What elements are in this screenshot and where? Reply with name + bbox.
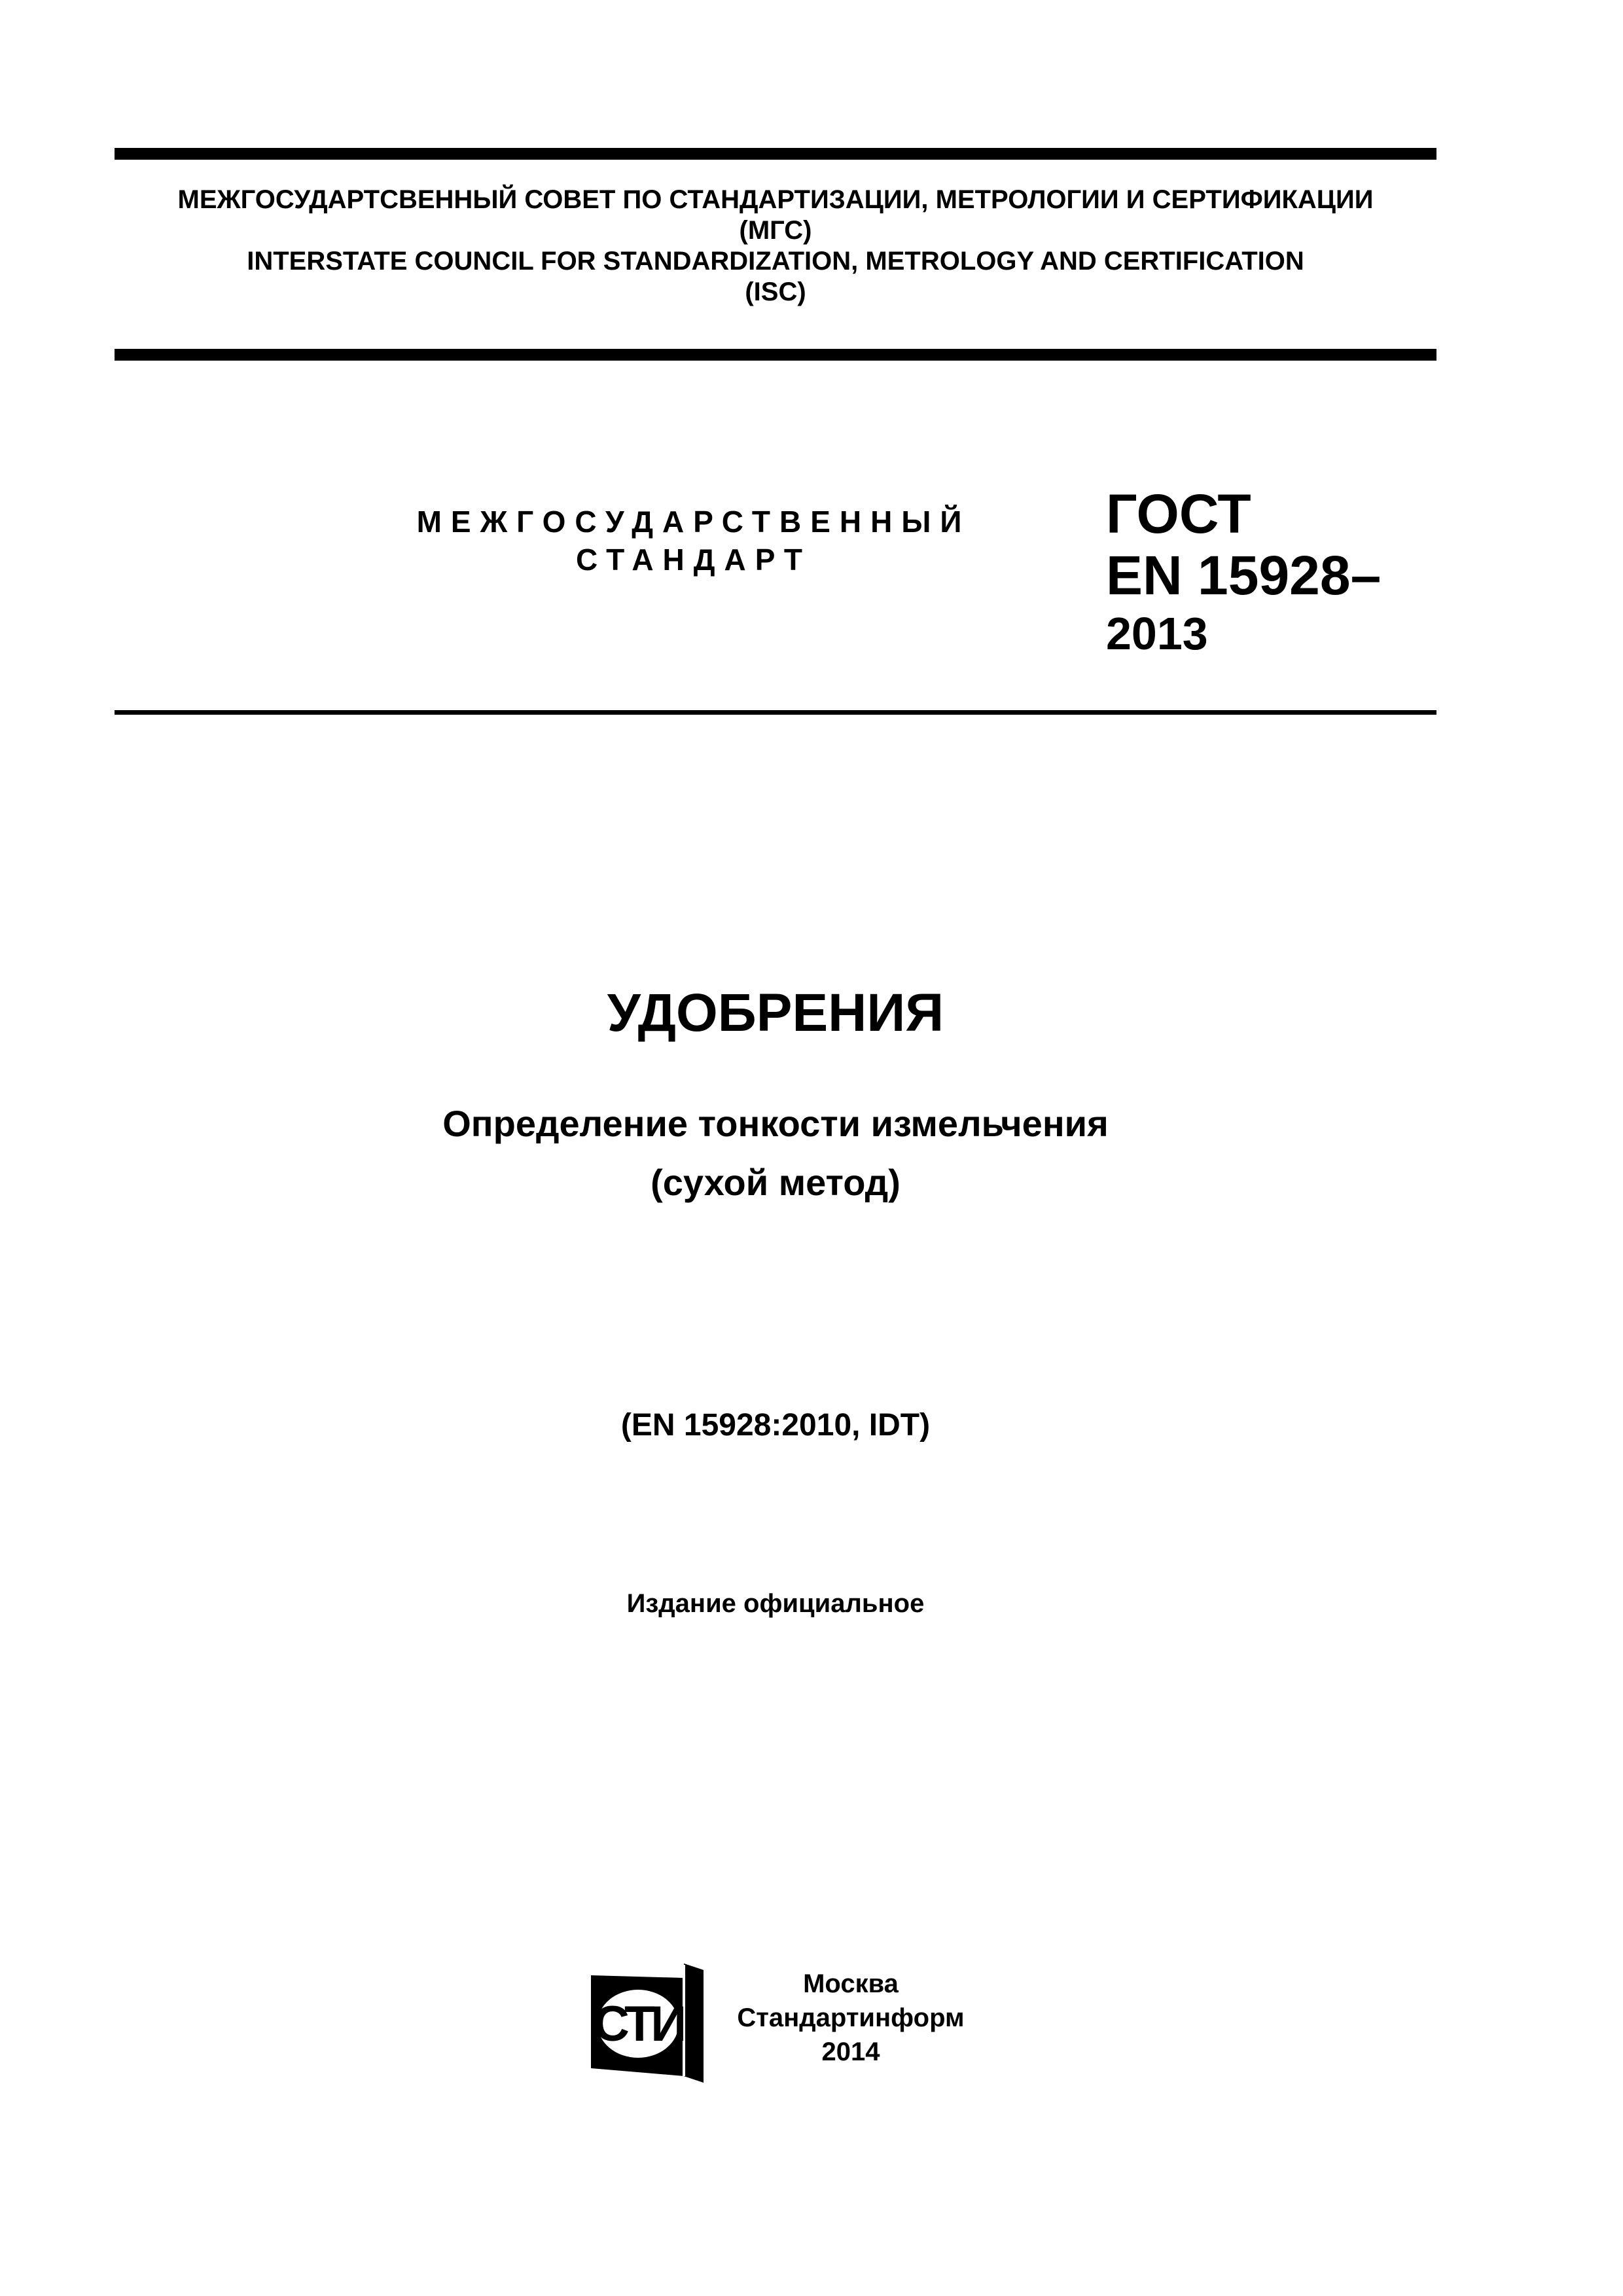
council-header [115, 185, 1436, 308]
gost-designation [1106, 483, 1381, 606]
gost-year: 2013 [1106, 608, 1208, 659]
en-reference: (EN 15928:2010, IDT) [620, 1408, 931, 1443]
council-abbr-ru: (МГС) [739, 216, 812, 245]
publisher-city: Москва [803, 1969, 899, 1998]
publisher-block [713, 1967, 988, 2069]
council-bottom-rule [115, 349, 1436, 361]
edition-note: Издание официальное [626, 1589, 925, 1618]
publisher-name: Стандартинформ [737, 2003, 965, 2032]
council-name-en: INTERSTATE COUNCIL FOR STANDARDIZATION, METROLOGY AND CERTIFICATION [247, 247, 1304, 276]
document-title: УДОБРЕНИЯ [607, 983, 944, 1043]
document-subtitle [115, 1094, 1436, 1212]
council-name-ru: МЕЖГОСУДАРТСВЕННЫЙ СОВЕТ ПО СТАНДАРТИЗАЦИИ, МЕТРОЛОГИИ И СЕРТИФИКАЦИИ [177, 185, 1374, 214]
publisher-year: 2014 [821, 2037, 880, 2066]
gost-number: EN 15928– [1106, 545, 1382, 606]
standard-type-line1: МЕЖГОСУДАРСТВЕННЫЙ [416, 505, 971, 539]
top-rule [115, 148, 1436, 160]
svg-text:СТИ: СТИ [593, 1996, 683, 2052]
standartinform-logo-icon [586, 1964, 717, 2085]
subtitle-line1: Определение тонкости измельчения [442, 1103, 1109, 1144]
standard-type-line2: СТАНДАРТ [576, 543, 812, 577]
gost-prefix: ГОСТ [1106, 483, 1251, 545]
subtitle-line2: (сухой метод) [651, 1162, 901, 1203]
standard-type-label [366, 503, 1021, 579]
designation-rule [115, 710, 1436, 715]
council-abbr-en: (ISC) [745, 278, 806, 306]
